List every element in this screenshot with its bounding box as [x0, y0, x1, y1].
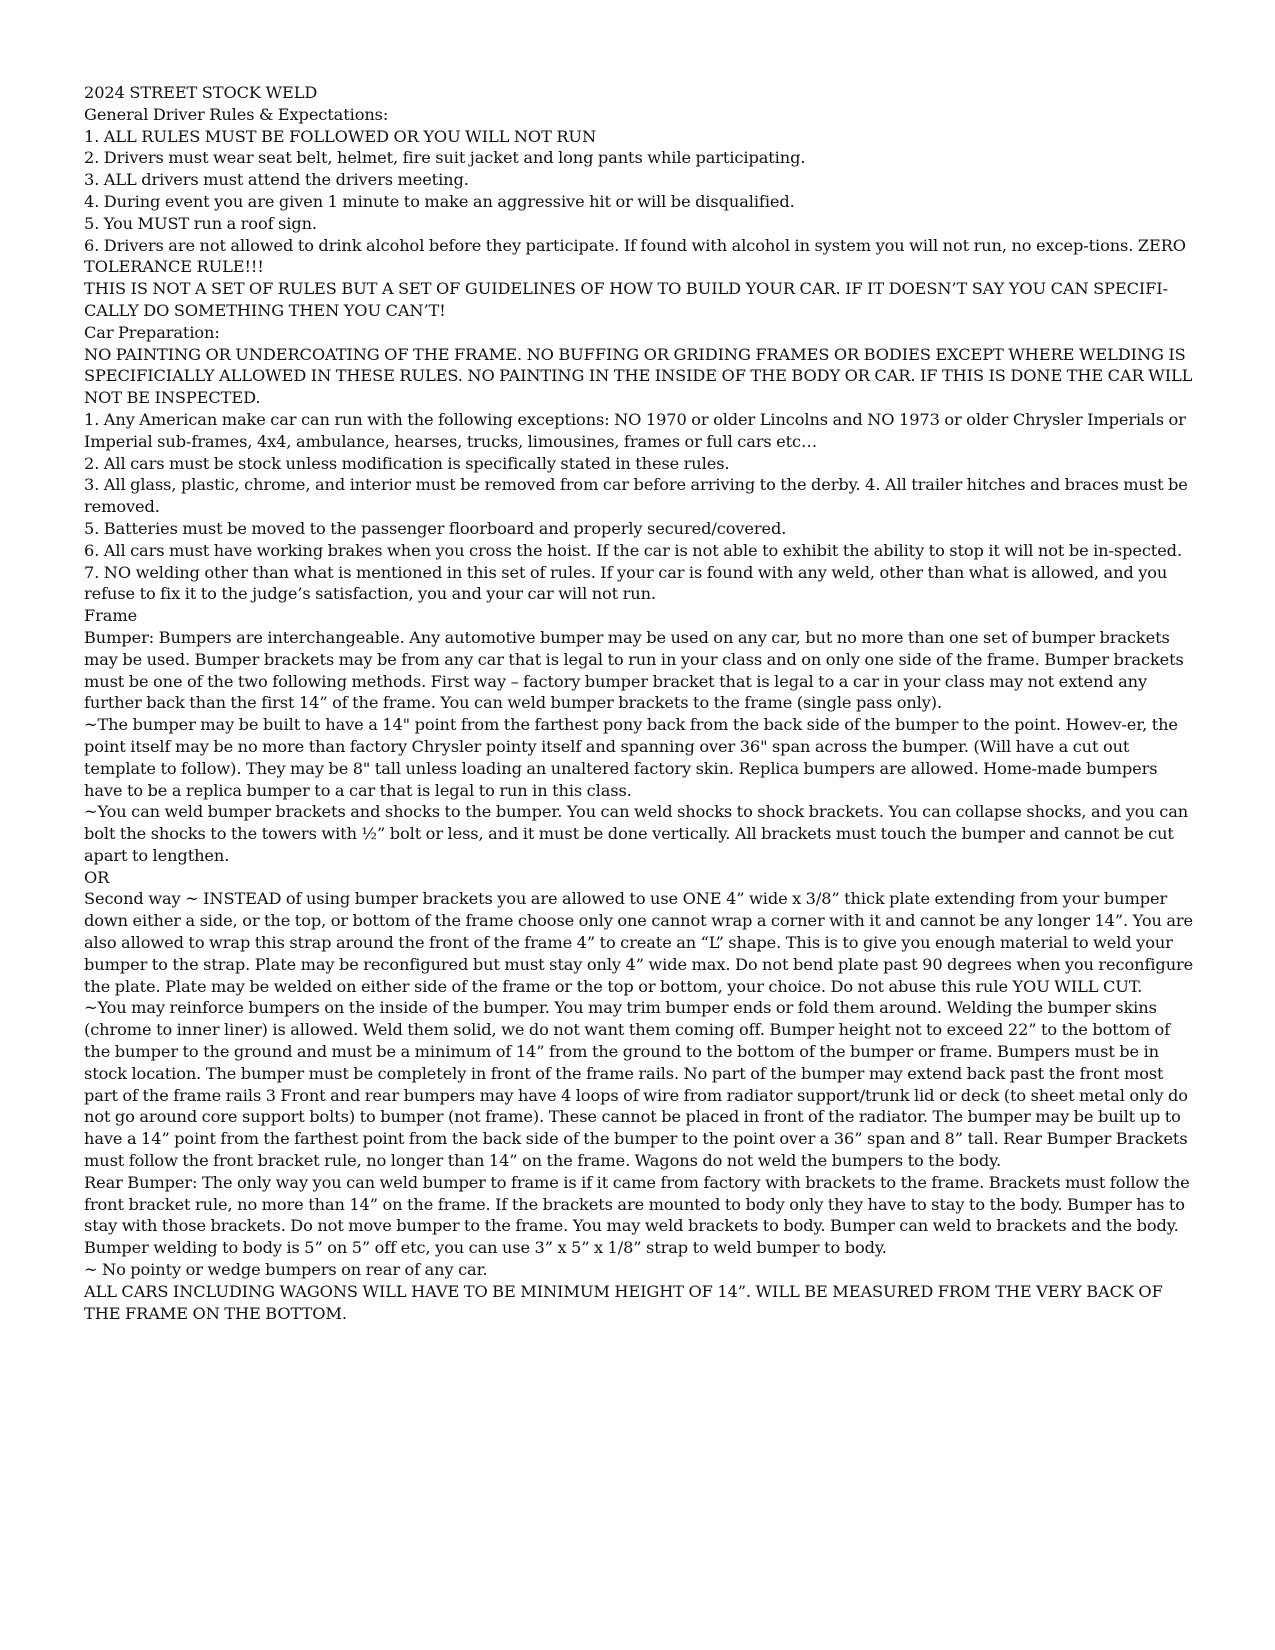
bumper-paragraph: OR [84, 867, 110, 887]
bumper-paragraph: ~The bumper may be built to have a 14" point from the farthest pony back from the back side of the bumper to the point. Howev-er, the point itself may be no more than factory Chrysler pointy itself and spanning over 36" span across the bumper. (Will have a cut out template to follow). They may be 8" tall unless loading an unaltered factory skin. Replica bumpers are allowed. Home-made bumpers have to be a replica bumper to a car that is legal to run in this class. [84, 715, 1178, 800]
minimum-height-notice: ALL CARS INCLUDING WAGONS WILL HAVE TO BE MINIMUM HEIGHT OF 14”. WILL BE MEASURED FROM THE VERY BACK OF THE FRAME ON THE BOTTOM. [84, 1281, 1163, 1323]
rear-bumper-paragraph: Rear Bumper: The only way you can weld bumper to frame is if it came from factory with brackets to the frame. Brackets must follow the front bracket rule, no more than 14” on the frame. If the brackets are mounted to body only they have to stay to the body. Bumper has to stay with those brackets. Do not move bumper to the frame. You may weld brackets to body. Bumper can weld to brackets and the body. Bumper welding to body is 5” on 5” off etc, you can use 3” x 5” x 1/8” strap to weld bumper to body. [84, 1172, 1190, 1258]
car-prep-rule-item: 1. Any American make car can run with the following exceptions: NO 1970 or older Lincolns and NO 1973 or older Chrysler Imperials or Imperial sub-frames, 4x4, ambulance, hearses, trucks, limousines, frames or full cars etc… [84, 409, 1186, 451]
document-page [84, 82, 1196, 1324]
bumper-paragraph: Bumper: Bumpers are interchangeable. Any automotive bumper may be used on any car, but no more than one set of bumper brackets may be used. Bumper brackets may be from any car that is legal to run in your class and on only one side of the frame. Bumper brackets must be one of the two following methods. First way – factory bumper bracket that is legal to a car in your class may not extend any further back than the first 14” of the frame. You can weld bumper brackets to the frame (single pass only). [84, 627, 1184, 713]
frame-heading: Frame [84, 606, 138, 626]
general-rules-heading: General Driver Rules & Expectations: [84, 104, 389, 124]
car-prep-rule-item: 2. All cars must be stock unless modification is specifically stated in these rules. [84, 453, 730, 473]
general-rule-item: 5. You MUST run a roof sign. [84, 213, 317, 233]
general-rule-item: 6. Drivers are not allowed to drink alcohol before they participate. If found with alcohol in system you will not run, no excep-tions. ZERO TOLERANCE RULE!!! [84, 235, 1186, 277]
bumper-paragraph: ~ No pointy or wedge bumpers on rear of any car. [84, 1260, 488, 1280]
document-title: 2024 STREET STOCK WELD [84, 83, 318, 102]
car-prep-rule-item: 5. Batteries must be moved to the passenger floorboard and properly secured/covered. [84, 518, 787, 538]
general-rule-item: 3. ALL drivers must attend the drivers meeting. [84, 170, 469, 190]
general-rule-item: 4. During event you are given 1 minute to make an aggressive hit or will be disqualified. [84, 191, 795, 211]
bumper-paragraph: Second way ~ INSTEAD of using bumper brackets you are allowed to use ONE 4” wide x 3/8” thick plate extending from your bumper down either a side, or the top, or bottom of the frame choose only one cannot wrap a corner with it and cannot be any longer 14”. You are also allowed to wrap this strap around the front of the frame 4” to create an “L” shape. This is to give you enough material to weld your bumper to the strap. Plate may be reconfigured but must stay only 4” wide max. Do not bend plate past 90 degrees when you reconfigure the plate. Plate may be welded on either side of the frame or the top or bottom, your choice. Do not abuse this rule YOU WILL CUT. [84, 889, 1194, 996]
car-prep-rule-item: 6. All cars must have working brakes when you cross the hoist. If the car is not able to exhibit the ability to stop it will not be in-spected. [84, 540, 1182, 560]
car-prep-rule-item: 3. All glass, plastic, chrome, and interior must be removed from car before arriving to the derby. 4. All trailer hitches and braces must be removed. [84, 475, 1188, 517]
car-prep-rule-item: 7. NO welding other than what is mentioned in this set of rules. If your car is found with any weld, other than what is allowed, and you refuse to fix it to the judge’s satisfaction, you and your car will not run. [84, 562, 1168, 604]
general-rule-item: 2. Drivers must wear seat belt, helmet, fire suit jacket and long pants while participating. [84, 148, 806, 168]
guidelines-notice: THIS IS NOT A SET OF RULES BUT A SET OF GUIDELINES OF HOW TO BUILD YOUR CAR. IF IT DOESN’T SAY YOU CAN SPECIFI-CALLY DO SOMETHING THEN YOU CAN’T! [84, 279, 1168, 320]
car-preparation-heading: Car Preparation: [84, 322, 220, 342]
bumper-paragraph: ~You may reinforce bumpers on the inside of the bumper. You may trim bumper ends or fold them around. Welding the bumper skins (chrome to inner liner) is allowed. Weld them solid, we do not want them coming off. Bumper height not to exceed 22” to the bottom of the bumper to the ground and must be a minimum of 14” from the ground to the bottom of the bumper or frame. Bumpers must be in stock location. The bumper must be completely in front of the frame rails. No part of the bumper may extend back past the front most part of the frame rails 3 Front and rear bumpers may have 4 loops of wire from radiator support/trunk lid or deck (to sheet metal only do not go around core support bolts) to bumper (not frame). These cannot be placed in front of the radiator. The bumper may be built up to have a 14” point from the farthest point from the back side of the bumper to the point over a 36” span and 8” tall. Rear Bumper Brackets must follow the front bracket rule, no longer than 14” on the frame. Wagons do not weld the bumpers to the body. [84, 998, 1188, 1171]
car-preparation-notice: NO PAINTING OR UNDERCOATING OF THE FRAME. NO BUFFING OR GRIDING FRAMES OR BODIES EXCEPT WHERE WELDING IS SPECIFICIALLY ALLOWED IN THESE RULES. NO PAINTING IN THE INSIDE OF THE BODY OR CAR. IF THIS IS DONE THE CAR WILL NOT BE INSPECTED. [84, 344, 1193, 408]
bumper-paragraph: ~You can weld bumper brackets and shocks to the bumper. You can weld shocks to shock brackets. You can collapse shocks, and you can bolt the shocks to the towers with ½” bolt or less, and it must be done vertically. All brackets must touch the bumper and cannot be cut apart to lengthen. [84, 802, 1189, 865]
general-rule-item: 1. ALL RULES MUST BE FOLLOWED OR YOU WILL NOT RUN [84, 126, 597, 146]
